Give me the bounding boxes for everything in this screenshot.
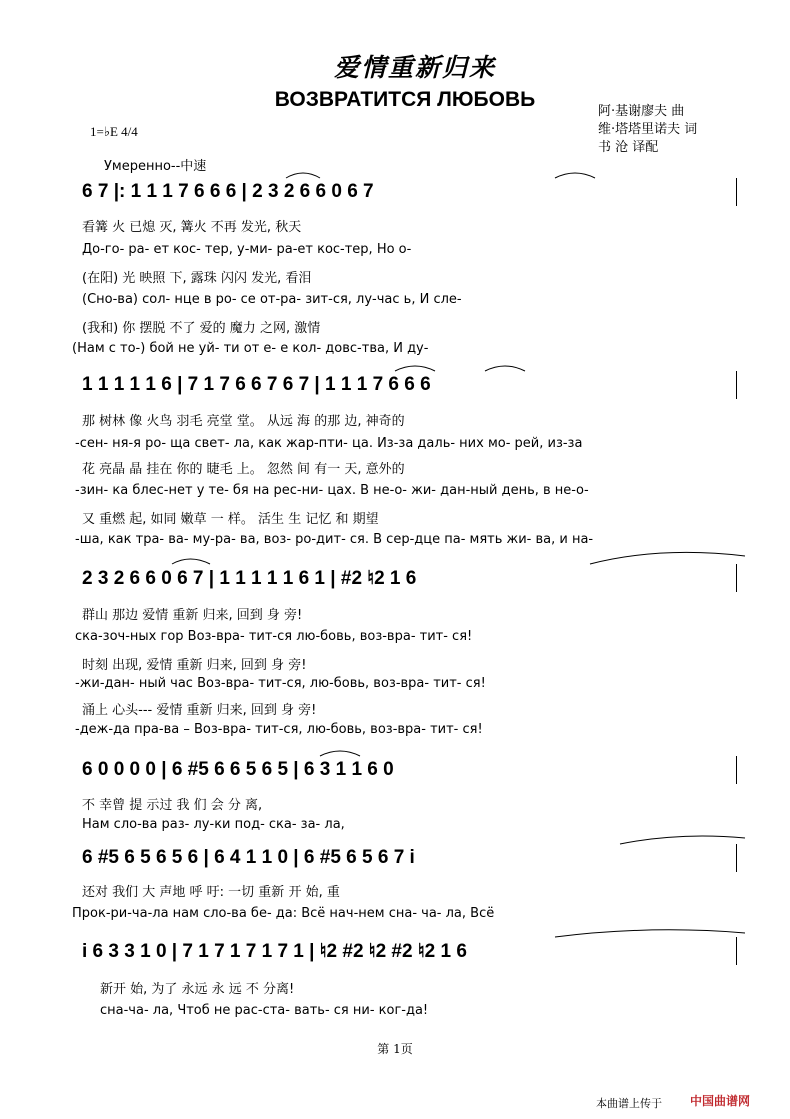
- tempo-marking: Умеренно--中速: [104, 159, 207, 174]
- notation-line-4: 6 0 0 0 0 | 6 #5 6 6 5 6 5 | 6 3 1 1 6 0: [82, 759, 394, 780]
- slur-mark: [395, 366, 435, 371]
- song-title-russian: ВОЗВРАТИТСЯ ЛЮБОВЬ: [274, 88, 536, 111]
- translator-credit: 书 沧 译配: [598, 140, 659, 155]
- slur-mark: [590, 552, 745, 564]
- key-signature: 1=♭E 4/4: [90, 124, 138, 139]
- page-number: 第 1页: [377, 1042, 413, 1056]
- lyric-line-2-2: -сен- ня-я ро- ща свет- ла, как жар-пти- ца. Из-за даль- них мо- рей, из-за: [75, 436, 583, 451]
- lyric-line-1-2: До-го- ра- ет кос- тер, у-ми- ра-ет кос-тер, Но о-: [82, 242, 412, 257]
- slur-mark: [172, 559, 210, 564]
- lyric-line-1-5: (我和) 你 摆脱 不了 爱的 魔力 之网, 激情: [82, 321, 321, 336]
- slur-mark: [485, 366, 525, 371]
- upload-note: 本曲谱上传于: [596, 1097, 662, 1110]
- lyric-line-2-5: 又 重燃 起, 如同 嫩草 一 样。 活生 生 记忆 和 期望: [82, 512, 379, 527]
- lyric-line-3-1: 群山 那边 爱情 重新 归来, 回到 身 旁!: [82, 608, 303, 623]
- slur-mark: [620, 836, 745, 844]
- slur-mark: [555, 173, 595, 178]
- lyric-line-3-3: 时刻 出现, 爱情 重新 归来, 回到 身 旁!: [82, 658, 307, 673]
- notation-line-1: 6 7 |: 1 1 1 7 6 6 6 | 2 3 2 6 6 0 6 7: [82, 181, 374, 202]
- lyric-line-1-1: 看篝 火 已熄 灭, 篝火 不再 发光, 秋天: [82, 220, 302, 235]
- slur-mark: [555, 930, 745, 937]
- site-logo: 中国曲谱网: [690, 1094, 751, 1108]
- notation-line-6: i 6 3 3 1 0 | 7 1 7 1 7 1 7 1 | ♮2 #2 ♮2 #2 ♮2 1 6: [82, 941, 467, 962]
- lyric-line-2-4: -зин- ка блес-нет у те- бя на рес-ни- цах. В не-о- жи- дан-ный день, в не-о-: [75, 483, 589, 498]
- lyric-line-2-3: 花 亮晶 晶 挂在 你的 睫毛 上。 忽然 间 有一 天, 意外的: [82, 462, 405, 477]
- lyric-line-2-1: 那 树林 像 火鸟 羽毛 亮堂 堂。 从远 海 的那 边, 神奇的: [82, 414, 405, 429]
- lyric-line-2-6: -ша, как тра- ва- му-ра- ва, воз- ро-дит- ся. В сер-дце па- мять жи- ва, и на-: [75, 532, 594, 547]
- slur-mark: [320, 751, 360, 756]
- lyric-line-4-2: Нам сло-ва раз- лу-ки под- ска- за- ла,: [82, 817, 345, 832]
- notation-line-2: 1 1 1 1 1 6 | 7 1 7 6 6 7 6 7 | 1 1 1 7 6 6 6: [82, 374, 431, 395]
- lyric-line-1-6: (Нам с то-) бой не уй- ти от е- е кол- довс-тва, И ду-: [72, 341, 429, 356]
- lyric-line-4-1: 不 幸曾 提 示过 我 们 会 分 离,: [82, 798, 263, 813]
- lyric-line-5-2: Прок-ри-ча-ла нам сло-ва бе- да: Всё нач-нем сна- ча- ла, Всё: [72, 906, 495, 921]
- lyric-line-3-2: ска-зоч-ных гор Воз-вра- тит-ся лю-бовь, воз-вра- тит- ся!: [75, 629, 473, 644]
- lyric-line-3-6: -деж-да пра-ва – Воз-вра- тит-ся, лю-бовь, воз-вра- тит- ся!: [75, 722, 483, 737]
- notation-line-3: 2 3 2 6 6 0 6 7 | 1 1 1 1 1 6 1 | #2 ♮2 1 6: [82, 568, 417, 589]
- lyric-line-6-2: сна-ча- ла, Чтоб не рас-ста- вать- ся ни- ког-да!: [100, 1003, 429, 1018]
- lyricist-credit: 维·塔塔里诺夫 词: [598, 122, 698, 137]
- song-title-chinese: 爱情重新归来: [333, 53, 496, 82]
- lyric-line-1-3: (在阳) 光 映照 下, 露珠 闪闪 发光, 看泪: [82, 271, 312, 286]
- lyric-line-3-4: -жи-дан- ный час Воз-вра- тит-ся, лю-бовь, воз-вра- тит- ся!: [75, 676, 486, 691]
- composer-credit: 阿·基谢廖夫 曲: [598, 104, 685, 119]
- lyric-line-3-5: 涌上 心头--- 爱情 重新 归来, 回到 身 旁!: [82, 703, 317, 718]
- notation-line-5: 6 #5 6 5 6 5 6 | 6 4 1 1 0 | 6 #5 6 5 6 7 i: [82, 847, 415, 868]
- lyric-line-1-4: (Сно-ва) сол- нце в ро- се от-ра- зит-ся, лу-час ь, И сле-: [82, 292, 462, 307]
- lyric-line-6-1: 新开 始, 为了 永远 永 远 不 分离!: [100, 982, 295, 997]
- slur-mark: [286, 173, 320, 178]
- lyric-line-5-1: 还对 我们 大 声地 呼 吁: 一切 重新 开 始, 重: [82, 885, 340, 900]
